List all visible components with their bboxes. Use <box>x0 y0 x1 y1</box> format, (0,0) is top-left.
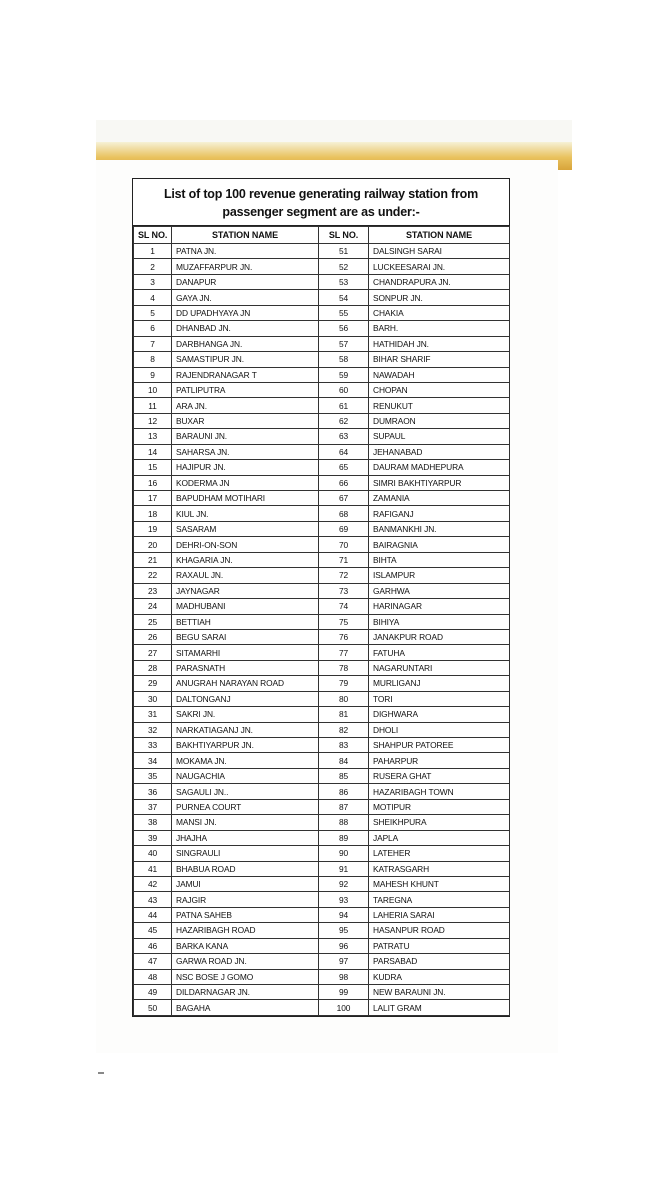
station-name: BEGU SARAI <box>172 629 319 644</box>
serial-number: 58 <box>319 352 369 367</box>
serial-number: 59 <box>319 367 369 382</box>
station-name: MADHUBANI <box>172 599 319 614</box>
station-name: LALIT GRAM <box>369 1000 510 1015</box>
station-name: BANMANKHI JN. <box>369 521 510 536</box>
serial-number: 52 <box>319 259 369 274</box>
station-name: GARWA ROAD JN. <box>172 954 319 969</box>
serial-number: 77 <box>319 645 369 660</box>
table-row <box>134 815 510 830</box>
table-row <box>134 274 510 289</box>
station-name: BHABUA ROAD <box>172 861 319 876</box>
station-name: PURNEA COURT <box>172 799 319 814</box>
station-name: KIUL JN. <box>172 506 319 521</box>
station-name: HAJIPUR JN. <box>172 460 319 475</box>
serial-number: 63 <box>319 429 369 444</box>
page-mark <box>98 1072 104 1074</box>
station-name: CHOPAN <box>369 382 510 397</box>
serial-number: 13 <box>134 429 172 444</box>
serial-number: 50 <box>134 1000 172 1015</box>
serial-number: 80 <box>319 691 369 706</box>
header-station-name-right: STATION NAME <box>369 227 510 244</box>
station-name: JAYNAGAR <box>172 583 319 598</box>
serial-number: 67 <box>319 491 369 506</box>
serial-number: 45 <box>134 923 172 938</box>
table-row <box>134 722 510 737</box>
serial-number: 89 <box>319 830 369 845</box>
serial-number: 16 <box>134 475 172 490</box>
serial-number: 23 <box>134 583 172 598</box>
serial-number: 49 <box>134 985 172 1000</box>
station-name: NEW BARAUNI JN. <box>369 985 510 1000</box>
station-name: PATLIPUTRA <box>172 382 319 397</box>
station-name: JANAKPUR ROAD <box>369 629 510 644</box>
station-name: MUZAFFARPUR JN. <box>172 259 319 274</box>
table-row <box>134 321 510 336</box>
table-row <box>134 537 510 552</box>
station-name: BETTIAH <box>172 614 319 629</box>
station-name: BAGAHA <box>172 1000 319 1015</box>
serial-number: 46 <box>134 938 172 953</box>
table-row <box>134 938 510 953</box>
serial-number: 1 <box>134 244 172 259</box>
serial-number: 100 <box>319 1000 369 1015</box>
serial-number: 26 <box>134 629 172 644</box>
table-row <box>134 475 510 490</box>
station-name: SAMASTIPUR JN. <box>172 352 319 367</box>
serial-number: 71 <box>319 552 369 567</box>
station-name: DHOLI <box>369 722 510 737</box>
station-name: GAYA JN. <box>172 290 319 305</box>
table-row <box>134 521 510 536</box>
station-name: HAZARIBAGH ROAD <box>172 923 319 938</box>
station-name: CHANDRAPURA JN. <box>369 274 510 289</box>
header-sl-no-right: SL NO. <box>319 227 369 244</box>
table-row <box>134 382 510 397</box>
serial-number: 30 <box>134 691 172 706</box>
table-row <box>134 599 510 614</box>
station-name: KUDRA <box>369 969 510 984</box>
table-row <box>134 660 510 675</box>
table-row <box>134 861 510 876</box>
station-name: NSC BOSE J GOMO <box>172 969 319 984</box>
serial-number: 86 <box>319 784 369 799</box>
station-name: SITAMARHI <box>172 645 319 660</box>
serial-number: 48 <box>134 969 172 984</box>
serial-number: 69 <box>319 521 369 536</box>
station-name: MAHESH KHUNT <box>369 876 510 891</box>
station-name: NAWADAH <box>369 367 510 382</box>
station-name: LAHERIA SARAI <box>369 907 510 922</box>
serial-number: 18 <box>134 506 172 521</box>
document-title: List of top 100 revenue generating railway station from passenger segment are as under:- <box>133 179 509 226</box>
serial-number: 66 <box>319 475 369 490</box>
table-header-row <box>134 227 510 244</box>
serial-number: 12 <box>134 413 172 428</box>
table-row <box>134 352 510 367</box>
serial-number: 82 <box>319 722 369 737</box>
serial-number: 93 <box>319 892 369 907</box>
serial-number: 21 <box>134 552 172 567</box>
station-name: KHAGARIA JN. <box>172 552 319 567</box>
station-name: TAREGNA <box>369 892 510 907</box>
station-name: BAKHTIYARPUR JN. <box>172 738 319 753</box>
table-row <box>134 969 510 984</box>
station-name: BIHAR SHARIF <box>369 352 510 367</box>
serial-number: 55 <box>319 305 369 320</box>
station-name: BUXAR <box>172 413 319 428</box>
station-name: MURLIGANJ <box>369 676 510 691</box>
serial-number: 53 <box>319 274 369 289</box>
station-name: BIHTA <box>369 552 510 567</box>
serial-number: 24 <box>134 599 172 614</box>
table-row <box>134 753 510 768</box>
station-name: SAGAULI JN.. <box>172 784 319 799</box>
table-row <box>134 429 510 444</box>
serial-number: 97 <box>319 954 369 969</box>
serial-number: 83 <box>319 738 369 753</box>
station-name: JAMUI <box>172 876 319 891</box>
station-name: JHAJHA <box>172 830 319 845</box>
table-row <box>134 336 510 351</box>
station-name: PARSABAD <box>369 954 510 969</box>
station-name: BARH. <box>369 321 510 336</box>
station-name: ISLAMPUR <box>369 568 510 583</box>
table-row <box>134 367 510 382</box>
station-name: PATNA JN. <box>172 244 319 259</box>
station-name: DALTONGANJ <box>172 691 319 706</box>
table-row <box>134 629 510 644</box>
serial-number: 96 <box>319 938 369 953</box>
station-name: NARKATIAGANJ JN. <box>172 722 319 737</box>
header-sl-no-left: SL NO. <box>134 227 172 244</box>
station-name: GARHWA <box>369 583 510 598</box>
station-name: TORI <box>369 691 510 706</box>
table-row <box>134 768 510 783</box>
station-name: RUSERA GHAT <box>369 768 510 783</box>
station-list-document <box>132 178 510 1017</box>
serial-number: 4 <box>134 290 172 305</box>
serial-number: 60 <box>319 382 369 397</box>
table-row <box>134 290 510 305</box>
serial-number: 51 <box>319 244 369 259</box>
serial-number: 25 <box>134 614 172 629</box>
serial-number: 64 <box>319 444 369 459</box>
station-name: DALSINGH SARAI <box>369 244 510 259</box>
serial-number: 14 <box>134 444 172 459</box>
table-row <box>134 707 510 722</box>
serial-number: 7 <box>134 336 172 351</box>
serial-number: 73 <box>319 583 369 598</box>
station-name: FATUHA <box>369 645 510 660</box>
station-name: SAKRI JN. <box>172 707 319 722</box>
station-name: HATHIDAH JN. <box>369 336 510 351</box>
station-name: RAXAUL JN. <box>172 568 319 583</box>
serial-number: 84 <box>319 753 369 768</box>
serial-number: 90 <box>319 846 369 861</box>
serial-number: 79 <box>319 676 369 691</box>
station-name: CHAKIA <box>369 305 510 320</box>
serial-number: 19 <box>134 521 172 536</box>
table-row <box>134 923 510 938</box>
station-name: RAJGIR <box>172 892 319 907</box>
station-name: HARINAGAR <box>369 599 510 614</box>
serial-number: 22 <box>134 568 172 583</box>
station-name: SONPUR JN. <box>369 290 510 305</box>
serial-number: 72 <box>319 568 369 583</box>
table-row <box>134 583 510 598</box>
table-row <box>134 506 510 521</box>
serial-number: 78 <box>319 660 369 675</box>
serial-number: 10 <box>134 382 172 397</box>
serial-number: 87 <box>319 799 369 814</box>
serial-number: 98 <box>319 969 369 984</box>
table-row <box>134 985 510 1000</box>
serial-number: 99 <box>319 985 369 1000</box>
station-name: JAPLA <box>369 830 510 845</box>
station-name: BARAUNI JN. <box>172 429 319 444</box>
serial-number: 35 <box>134 768 172 783</box>
serial-number: 47 <box>134 954 172 969</box>
serial-number: 28 <box>134 660 172 675</box>
station-name: RAJENDRANAGAR T <box>172 367 319 382</box>
table-row <box>134 413 510 428</box>
table-row <box>134 645 510 660</box>
station-name: KODERMA JN <box>172 475 319 490</box>
serial-number: 85 <box>319 768 369 783</box>
serial-number: 31 <box>134 707 172 722</box>
serial-number: 15 <box>134 460 172 475</box>
serial-number: 70 <box>319 537 369 552</box>
table-row <box>134 799 510 814</box>
station-name: DD UPADHYAYA JN <box>172 305 319 320</box>
serial-number: 44 <box>134 907 172 922</box>
serial-number: 8 <box>134 352 172 367</box>
table-row <box>134 460 510 475</box>
table-row <box>134 259 510 274</box>
serial-number: 27 <box>134 645 172 660</box>
serial-number: 39 <box>134 830 172 845</box>
serial-number: 29 <box>134 676 172 691</box>
station-name: PATRATU <box>369 938 510 953</box>
station-table-body <box>134 244 510 1016</box>
station-name: DUMRAON <box>369 413 510 428</box>
table-row <box>134 1000 510 1015</box>
station-name: SAHARSA JN. <box>172 444 319 459</box>
serial-number: 42 <box>134 876 172 891</box>
table-row <box>134 568 510 583</box>
station-name: SINGRAULI <box>172 846 319 861</box>
station-name: KATRASGARH <box>369 861 510 876</box>
table-row <box>134 691 510 706</box>
serial-number: 11 <box>134 398 172 413</box>
table-row <box>134 676 510 691</box>
station-name: DEHRI-ON-SON <box>172 537 319 552</box>
serial-number: 75 <box>319 614 369 629</box>
station-name: DHANBAD JN. <box>172 321 319 336</box>
table-row <box>134 552 510 567</box>
station-name: SHAHPUR PATOREE <box>369 738 510 753</box>
station-name: DAURAM MADHEPURA <box>369 460 510 475</box>
serial-number: 95 <box>319 923 369 938</box>
serial-number: 74 <box>319 599 369 614</box>
station-name: DIGHWARA <box>369 707 510 722</box>
serial-number: 6 <box>134 321 172 336</box>
serial-number: 68 <box>319 506 369 521</box>
station-name: HASANPUR ROAD <box>369 923 510 938</box>
station-name: ZAMANIA <box>369 491 510 506</box>
serial-number: 65 <box>319 460 369 475</box>
station-name: PAHARPUR <box>369 753 510 768</box>
station-name: BAIRAGNIA <box>369 537 510 552</box>
serial-number: 40 <box>134 846 172 861</box>
serial-number: 3 <box>134 274 172 289</box>
serial-number: 94 <box>319 907 369 922</box>
table-row <box>134 892 510 907</box>
table-row <box>134 784 510 799</box>
table-row <box>134 830 510 845</box>
station-name: ANUGRAH NARAYAN ROAD <box>172 676 319 691</box>
serial-number: 36 <box>134 784 172 799</box>
table-row <box>134 614 510 629</box>
table-row <box>134 244 510 259</box>
table-row <box>134 305 510 320</box>
serial-number: 20 <box>134 537 172 552</box>
station-name: PARASNATH <box>172 660 319 675</box>
serial-number: 62 <box>319 413 369 428</box>
table-row <box>134 907 510 922</box>
station-name: SIMRI BAKHTIYARPUR <box>369 475 510 490</box>
station-name: LUCKEESARAI JN. <box>369 259 510 274</box>
serial-number: 5 <box>134 305 172 320</box>
station-table <box>133 226 510 1016</box>
serial-number: 92 <box>319 876 369 891</box>
station-name: BAPUDHAM MOTIHARI <box>172 491 319 506</box>
station-name: DARBHANGA JN. <box>172 336 319 351</box>
table-row <box>134 846 510 861</box>
station-name: LATEHER <box>369 846 510 861</box>
serial-number: 43 <box>134 892 172 907</box>
station-name: MOKAMA JN. <box>172 753 319 768</box>
serial-number: 38 <box>134 815 172 830</box>
table-row <box>134 876 510 891</box>
table-row <box>134 444 510 459</box>
serial-number: 9 <box>134 367 172 382</box>
station-name: HAZARIBAGH TOWN <box>369 784 510 799</box>
serial-number: 91 <box>319 861 369 876</box>
table-row <box>134 398 510 413</box>
serial-number: 2 <box>134 259 172 274</box>
table-row <box>134 491 510 506</box>
serial-number: 37 <box>134 799 172 814</box>
serial-number: 76 <box>319 629 369 644</box>
serial-number: 32 <box>134 722 172 737</box>
serial-number: 17 <box>134 491 172 506</box>
station-name: NAGARUNTARI <box>369 660 510 675</box>
station-name: DILDARNAGAR JN. <box>172 985 319 1000</box>
serial-number: 81 <box>319 707 369 722</box>
station-name: MANSI JN. <box>172 815 319 830</box>
header-station-name-left: STATION NAME <box>172 227 319 244</box>
serial-number: 41 <box>134 861 172 876</box>
station-name: NAUGACHIA <box>172 768 319 783</box>
station-name: BIHIYA <box>369 614 510 629</box>
station-name: BARKA KANA <box>172 938 319 953</box>
station-name: SHEIKHPURA <box>369 815 510 830</box>
serial-number: 88 <box>319 815 369 830</box>
station-name: JEHANABAD <box>369 444 510 459</box>
serial-number: 57 <box>319 336 369 351</box>
station-name: RAFIGANJ <box>369 506 510 521</box>
station-name: DANAPUR <box>172 274 319 289</box>
station-name: RENUKUT <box>369 398 510 413</box>
station-name: SUPAUL <box>369 429 510 444</box>
serial-number: 56 <box>319 321 369 336</box>
station-name: MOTIPUR <box>369 799 510 814</box>
serial-number: 61 <box>319 398 369 413</box>
serial-number: 54 <box>319 290 369 305</box>
station-name: SASARAM <box>172 521 319 536</box>
station-name: PATNA SAHEB <box>172 907 319 922</box>
station-name: ARA JN. <box>172 398 319 413</box>
serial-number: 34 <box>134 753 172 768</box>
serial-number: 33 <box>134 738 172 753</box>
table-row <box>134 738 510 753</box>
table-row <box>134 954 510 969</box>
